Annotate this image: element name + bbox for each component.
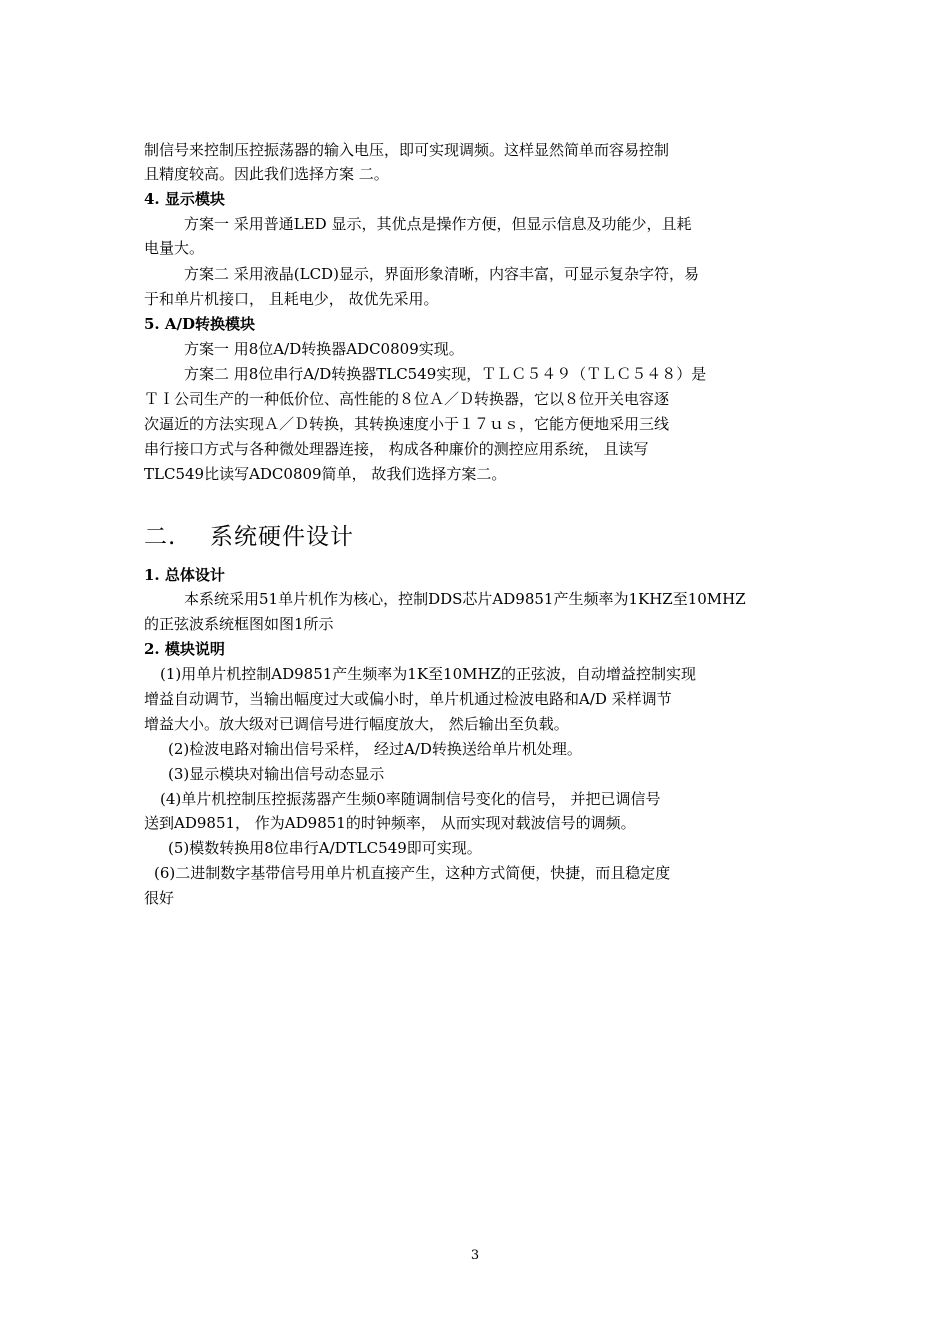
paragraph-line: 方案二 用8位串行A/D转换器TLC549实现，ＴＬＣ５４９（ＴＬＣ５４８）是 bbox=[184, 365, 707, 383]
paragraph-line: 增益自动调节，当输出幅度过大或偏小时，单片机通过检波电路和A/D 采样调节 bbox=[144, 690, 672, 708]
paragraph-line: 串行接口方式与各种微处理器连接， 构成各种廉价的测控应用系统， 且读写 bbox=[144, 440, 649, 458]
paragraph-line: (5)模数转换用8位串行A/DTLC549即可实现。 bbox=[168, 839, 482, 857]
paragraph-line: 方案一 用8位A/D转换器ADC0809实现。 bbox=[184, 340, 464, 358]
paragraph-line: (2)检波电路对输出信号采样， 经过A/D转换送给单片机处理。 bbox=[168, 740, 582, 758]
paragraph-line: 次逼近的方法实现Ａ／Ｄ转换，其转换速度小于１７ｕｓ，它能方便地采用三线 bbox=[144, 415, 670, 433]
paragraph-line: (3)显示模块对输出信号动态显示 bbox=[168, 765, 385, 783]
paragraph-line: 的正弦波系统框图如图1所示 bbox=[144, 615, 334, 633]
paragraph-line: 送到AD9851， 作为AD9851的时钟频率， 从而实现对载波信号的调频。 bbox=[144, 814, 636, 832]
paragraph-line: 于和单片机接口， 且耗电少， 故优先采用。 bbox=[144, 290, 439, 308]
paragraph-line: 方案二 采用液晶(LCD)显示，界面形象清晰，内容丰富，可显示复杂字符，易 bbox=[184, 265, 699, 283]
section-heading bbox=[144, 522, 354, 552]
paragraph-line: (6)二进制数字基带信号用单片机直接产生，这种方式简便，快捷，而且稳定度 bbox=[154, 864, 671, 882]
page-number: 3 bbox=[470, 1248, 480, 1263]
paragraph-line: 电量大。 bbox=[144, 239, 205, 257]
paragraph-line: (4)单片机控制压控振荡器产生频0率随调制信号变化的信号， 并把已调信号 bbox=[160, 790, 661, 808]
subheading-display-module: 4. 显示模块 bbox=[144, 190, 225, 208]
paragraph-line: 很好 bbox=[144, 889, 175, 907]
paragraph-line: 本系统采用51单片机作为核心，控制DDS芯片AD9851产生频率为1KHZ至10MHZ bbox=[184, 590, 746, 608]
paragraph-line: 制信号来控制压控振荡器的输入电压，即可实现调频。这样显然简单而容易控制 bbox=[144, 141, 670, 159]
paragraph-line: 方案一 采用普通LED 显示，其优点是操作方便，但显示信息及功能少，且耗 bbox=[184, 215, 692, 233]
paragraph-line: TLC549比读写ADC0809简单， 故我们选择方案二。 bbox=[144, 465, 507, 483]
subheading-module-description: 2. 模块说明 bbox=[144, 640, 225, 658]
paragraph-line: 增益大小。放大级对已调信号进行幅度放大， 然后输出至负载。 bbox=[144, 715, 569, 733]
subheading-ad-module: 5. A/D转换模块 bbox=[144, 315, 256, 333]
paragraph-line: (1)用单片机控制AD9851产生频率为1K至10MHZ的正弦波，自动增益控制实现 bbox=[160, 665, 696, 683]
section-number: 二. bbox=[144, 524, 177, 550]
subheading-overall-design: 1. 总体设计 bbox=[144, 566, 225, 584]
section-title: 系统硬件设计 bbox=[210, 524, 354, 550]
paragraph-line: ＴＩ公司生产的一种低价位、高性能的８位Ａ／Ｄ转换器，它以８位开关电容逐 bbox=[144, 390, 670, 408]
paragraph-line: 且精度较高。因此我们选择方案 二。 bbox=[144, 165, 389, 183]
